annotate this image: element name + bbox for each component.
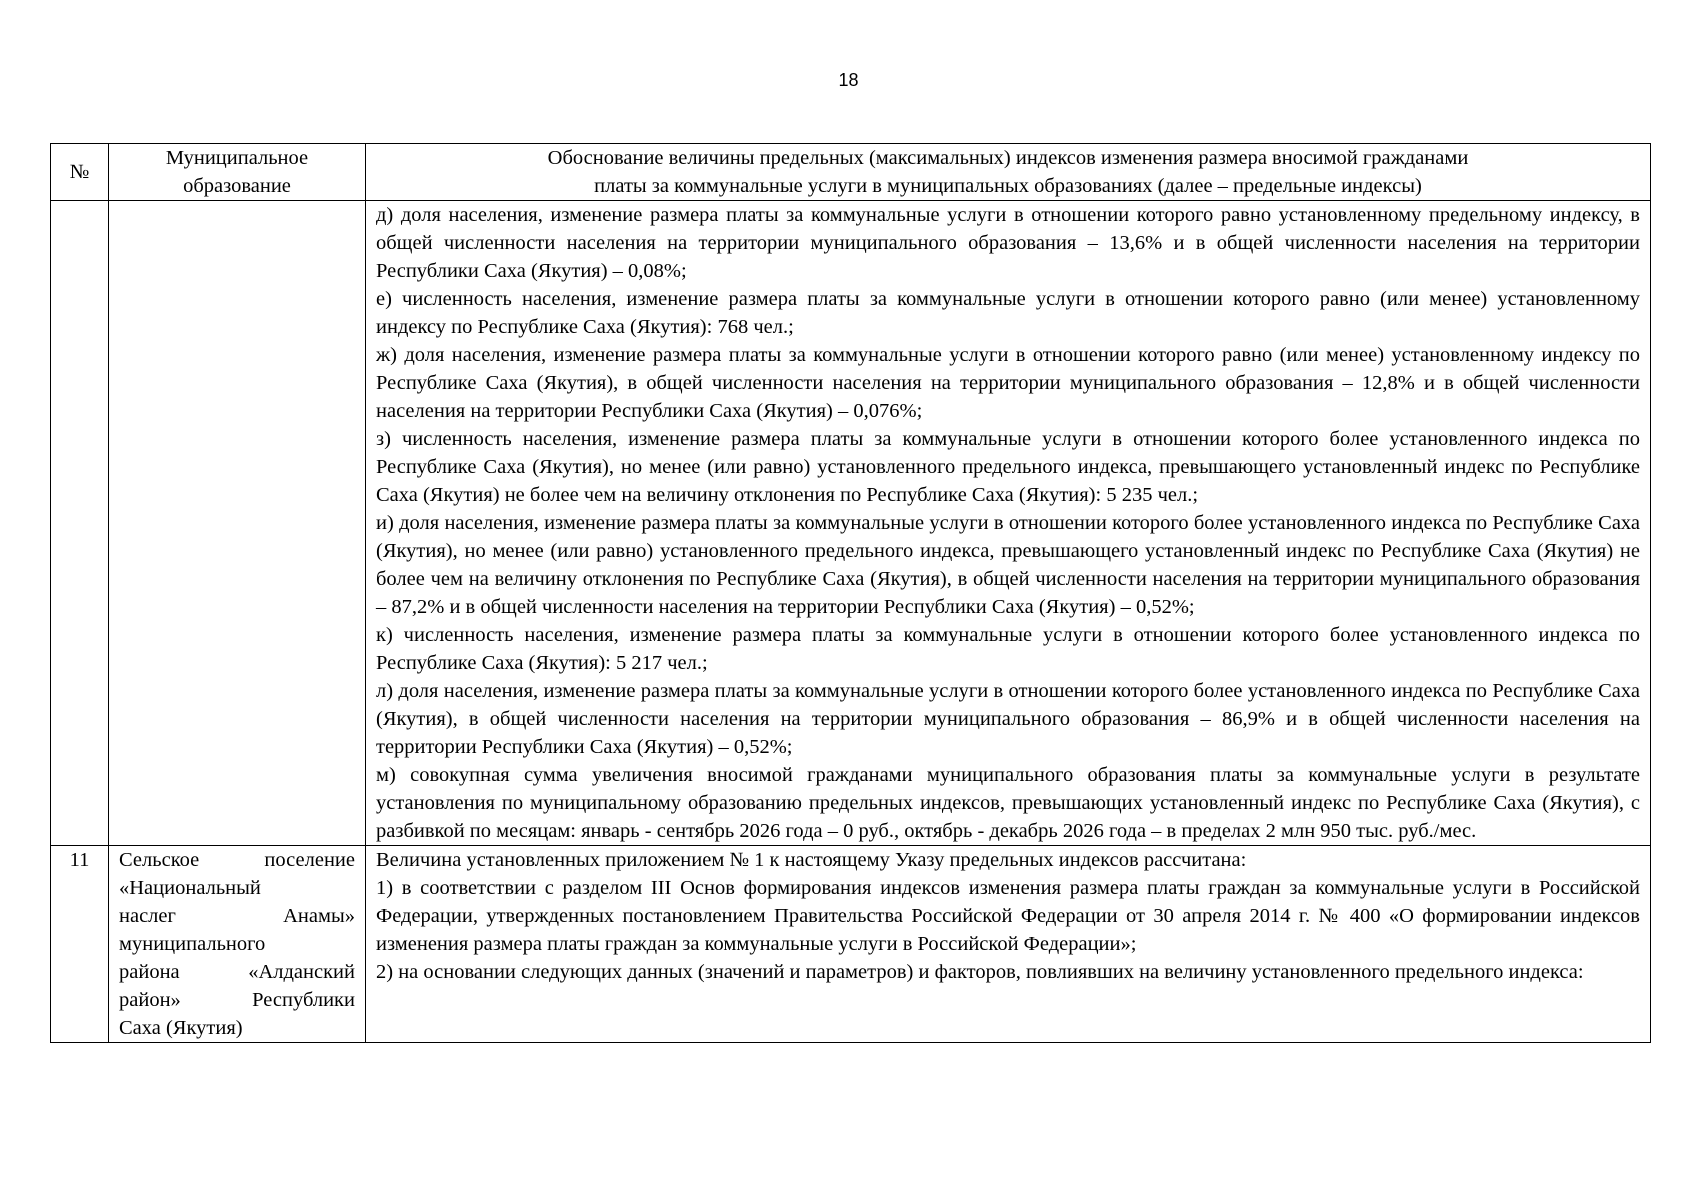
table-row xyxy=(51,846,1651,1043)
paragraph-1: 1) в соответствии с разделом III Основ формирования индексов изменения размера платы граждан за коммунальные услуги в Российской Федерации, утвержденных постановлением Правительства Российской Федерации от 30 апреля 2014 г. № 400 «О формировании индексов изменения размера платы граждан за коммунальные услуги в Российской Федерации»; xyxy=(376,877,1640,955)
table-row xyxy=(51,201,1651,846)
paragraph-m: м) совокупная сумма увеличения вносимой гражданами муниципального образования платы за коммунальные услуги в результате установления по муниципальному образованию предельных индексов, превышающих установленный индекс по Республике Саха (Якутия), с разбивкой по месяцам: январь - сентябрь 2026 года – 0 руб., октябрь - декабрь 2026 года – в пределах 2 млн 950 тыс. руб./мес. xyxy=(376,764,1640,842)
paragraph-d: д) доля населения, изменение размера платы за коммунальные услуги в отношении которого равно установленному предельному индексу, в общей численности населения на территории муниципального образования – 13,6% и в общей численности населения на территории Республики Саха (Якутия) – 0,08%; xyxy=(376,204,1640,282)
header-justification-line2: платы за коммунальные услуги в муниципальных образованиях (далее – предельные индексы) xyxy=(594,175,1422,197)
municipality-line: муниципального xyxy=(119,933,266,955)
indices-table xyxy=(50,143,1651,1043)
municipality-line: Сельское поселение xyxy=(119,849,355,871)
paragraph-zh: ж) доля населения, изменение размера платы за коммунальные услуги в отношении которого равно (или менее) установленному индексу по Республике Саха (Якутия), в общей численности населения на территории муниципального образования – 12,8% и в общей численности населения на территории Республики Саха (Якутия) – 0,076%; xyxy=(376,344,1640,422)
paragraph-z: з) численность населения, изменение размера платы за коммунальные услуги в отношении которого более установленного индекса по Республике Саха (Якутия), но менее (или равно) установленного предельного индекса, превышающего установленный индекс по Республике Саха (Якутия) не более чем на величину отклонения по Республике Саха (Якутия): 5 235 чел.; xyxy=(376,428,1640,506)
paragraph-2: 2) на основании следующих данных (значений и параметров) и факторов, повлиявших на величину установленного предельного индекса: xyxy=(376,961,1584,983)
paragraph-k: к) численность населения, изменение размера платы за коммунальные услуги в отношении которого более установленного индекса по Республике Саха (Якутия): 5 217 чел.; xyxy=(376,624,1640,674)
paragraph-intro: Величина установленных приложением № 1 к настоящему Указу предельных индексов рассчитана: xyxy=(376,849,1247,871)
table-header-row xyxy=(51,144,1651,201)
row-number: 11 xyxy=(51,846,109,1043)
header-municipality-line1: Муниципальное xyxy=(165,147,309,169)
page-number: 18 xyxy=(838,70,859,90)
header-municipality-line2: образование xyxy=(183,175,291,197)
municipality-line: района «Алданский xyxy=(119,961,355,983)
row-municipality xyxy=(109,846,366,1043)
municipality-line: район» Республики xyxy=(119,989,355,1011)
paragraph-i: и) доля населения, изменение размера платы за коммунальные услуги в отношении которого более установленного индекса по Республике Саха (Якутия), но менее (или равно) установленного предельного индекса, превышающего установленный индекс по Республике Саха (Якутия) не более чем на величину отклонения по Республике Саха (Якутия), в общей численности населения на территории муниципального образования – 87,2% и в общей численности населения на территории Республики Саха (Якутия) – 0,52%; xyxy=(376,512,1640,618)
municipality-line: наслег Анамы» xyxy=(119,905,355,927)
municipality-line: Саха (Якутия) xyxy=(119,1017,243,1039)
municipality-line: «Национальный xyxy=(119,877,261,899)
header-justification xyxy=(366,144,1651,201)
paragraph-e: е) численность населения, изменение размера платы за коммунальные услуги в отношении которого равно (или менее) установленному индексу по Республике Саха (Якутия): 768 чел.; xyxy=(376,288,1640,338)
row-justification xyxy=(366,201,1651,846)
header-municipality xyxy=(109,144,366,201)
row-justification xyxy=(366,846,1651,1043)
paragraph-l: л) доля населения, изменение размера платы за коммунальные услуги в отношении которого более установленного индекса по Республике Саха (Якутия), в общей численности населения на территории муниципального образования – 86,9% и в общей численности населения на территории Республики Саха (Якутия) – 0,52%; xyxy=(376,680,1640,758)
header-justification-line1: Обоснование величины предельных (максимальных) индексов изменения размера вносимой гражданами xyxy=(547,147,1469,169)
row-municipality xyxy=(109,201,366,846)
header-number: № xyxy=(51,144,109,201)
row-number xyxy=(51,201,109,846)
